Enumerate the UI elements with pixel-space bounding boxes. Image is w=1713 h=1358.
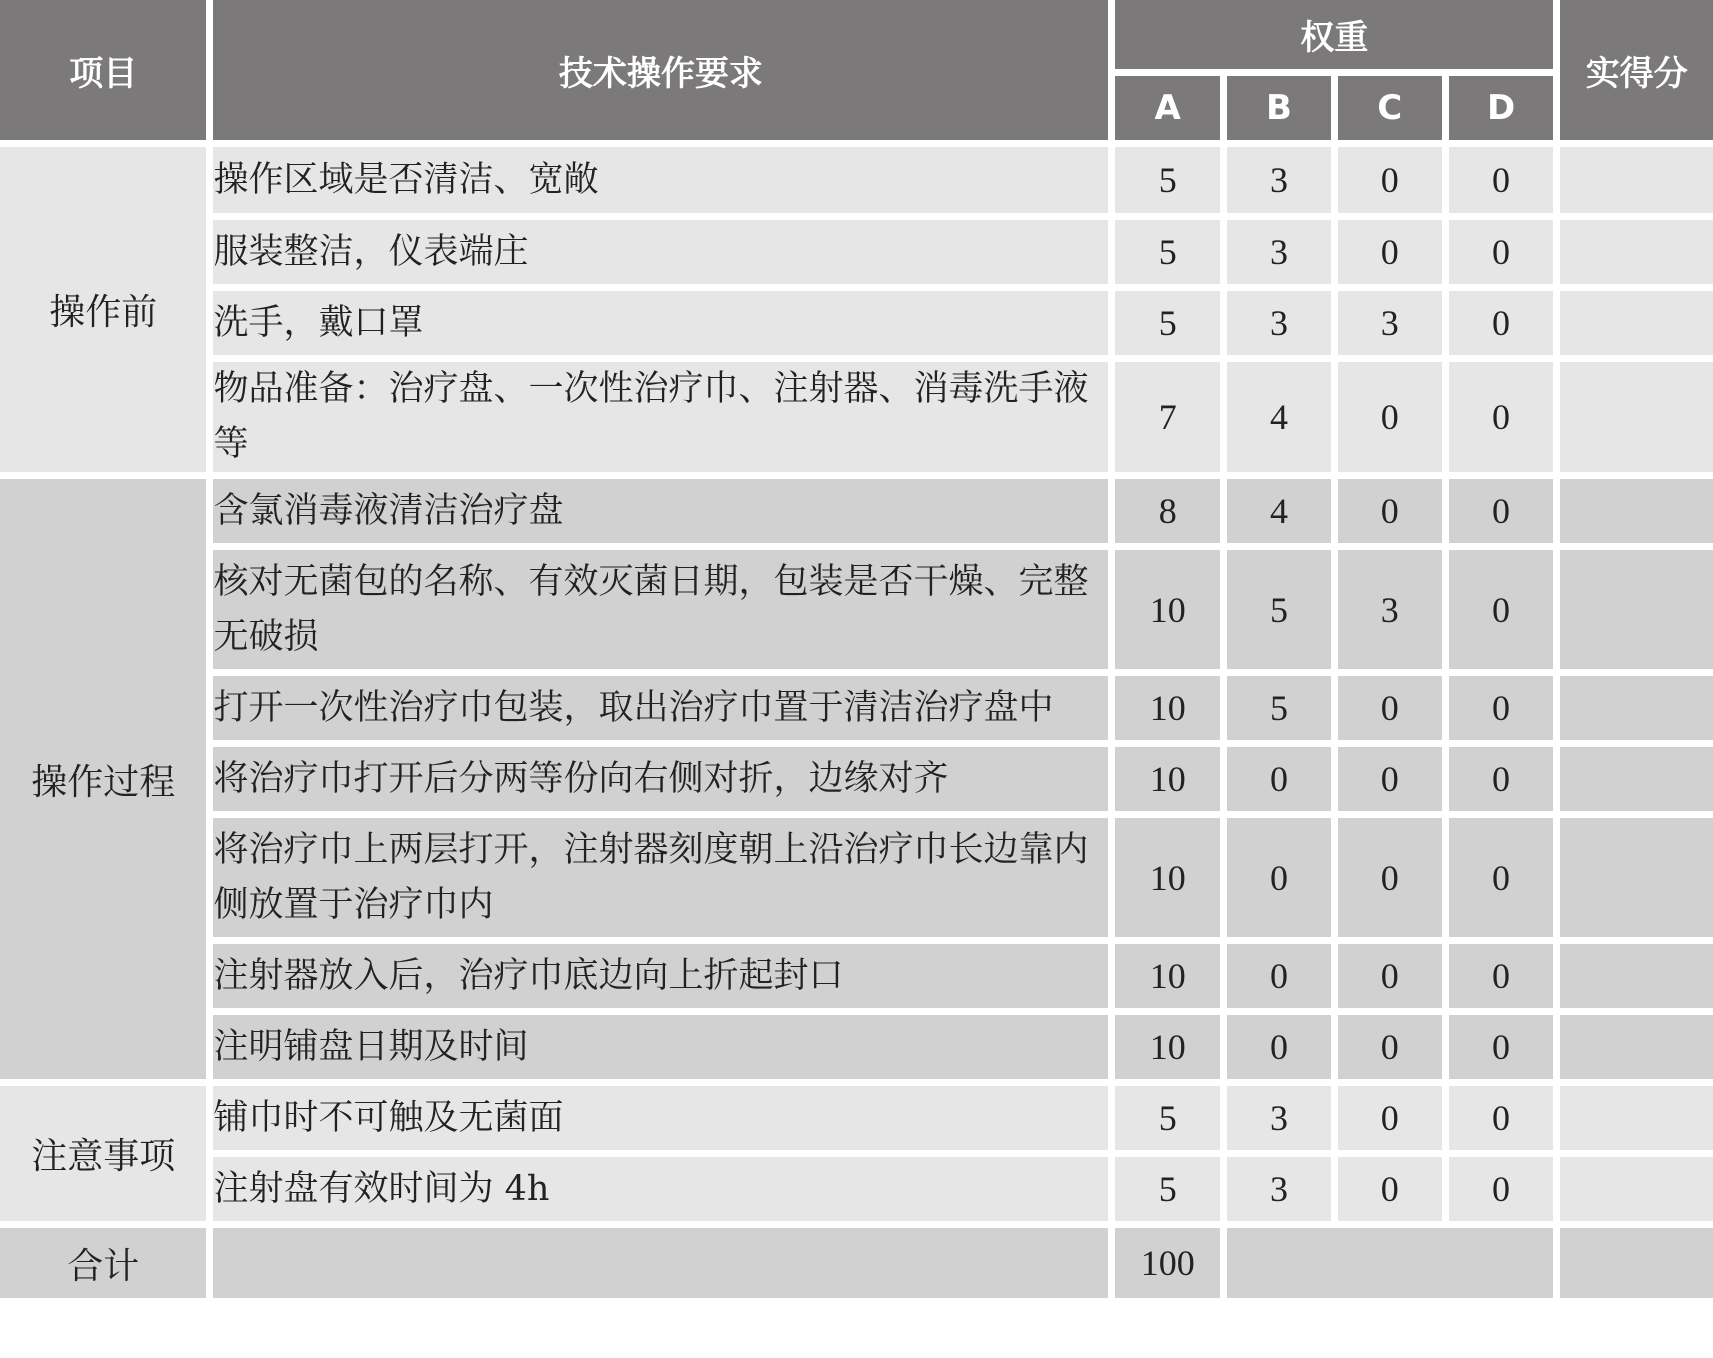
section-label: 操作过程 (0, 479, 206, 1079)
total-weight-a: 100 (1115, 1228, 1220, 1298)
weight-a: 10 (1115, 944, 1220, 1008)
header-item: 项目 (0, 0, 206, 140)
weight-b: 3 (1227, 291, 1331, 355)
table-row (0, 1015, 1713, 1079)
requirement-text: 物品准备：治疗盘、一次性治疗巾、注射器、消毒洗手液等 (213, 362, 1108, 472)
requirement-text: 洗手，戴口罩 (213, 291, 1108, 355)
weight-c: 0 (1338, 1086, 1442, 1150)
actual-score-cell (1560, 1015, 1713, 1079)
header-grade-b: B (1227, 76, 1331, 140)
weight-b: 0 (1227, 1015, 1331, 1079)
actual-score-cell (1560, 676, 1713, 740)
requirement-text: 将治疗巾上两层打开，注射器刻度朝上沿治疗巾长边靠内侧放置于治疗巾内 (213, 818, 1108, 937)
weight-c: 0 (1338, 1157, 1442, 1221)
weight-b: 4 (1227, 479, 1331, 543)
header-actual-score: 实得分 (1560, 0, 1713, 140)
weight-c: 0 (1338, 362, 1442, 472)
table-row (0, 1157, 1713, 1221)
actual-score-cell (1560, 818, 1713, 937)
weight-d: 0 (1449, 291, 1554, 355)
weight-c: 0 (1338, 479, 1442, 543)
requirement-text: 将治疗巾打开后分两等份向右侧对折，边缘对齐 (213, 747, 1108, 811)
weight-b: 0 (1227, 747, 1331, 811)
actual-score-cell (1560, 220, 1713, 284)
table-row (0, 479, 1713, 543)
weight-a: 5 (1115, 220, 1220, 284)
requirement-text: 操作区域是否清洁、宽敞 (213, 147, 1108, 213)
weight-a: 5 (1115, 1157, 1220, 1221)
table-row (0, 147, 1713, 213)
weight-a: 5 (1115, 291, 1220, 355)
requirement-text: 打开一次性治疗巾包装，取出治疗巾置于清洁治疗盘中 (213, 676, 1108, 740)
weight-c: 0 (1338, 747, 1442, 811)
total-requirement-cell (213, 1228, 1108, 1298)
weight-c: 0 (1338, 220, 1442, 284)
weight-a: 10 (1115, 747, 1220, 811)
header-grade-c: C (1338, 76, 1442, 140)
weight-d: 0 (1449, 220, 1554, 284)
header-requirement: 技术操作要求 (213, 0, 1108, 140)
weight-a: 5 (1115, 147, 1220, 213)
weight-d: 0 (1449, 1015, 1554, 1079)
weight-d: 0 (1449, 1086, 1554, 1150)
section-label: 注意事项 (0, 1086, 206, 1221)
weight-b: 3 (1227, 220, 1331, 284)
section-label: 操作前 (0, 147, 206, 472)
weight-d: 0 (1449, 818, 1554, 937)
weight-b: 3 (1227, 1157, 1331, 1221)
requirement-text: 核对无菌包的名称、有效灭菌日期，包装是否干燥、完整无破损 (213, 550, 1108, 669)
header-grade-a: A (1115, 76, 1220, 140)
requirement-text: 服装整洁，仪表端庄 (213, 220, 1108, 284)
requirement-text: 注明铺盘日期及时间 (213, 1015, 1108, 1079)
weight-c: 3 (1338, 550, 1442, 669)
header-row-top (0, 0, 1713, 69)
weight-a: 5 (1115, 1086, 1220, 1150)
weight-b: 5 (1227, 676, 1331, 740)
weight-c: 0 (1338, 944, 1442, 1008)
weight-c: 0 (1338, 676, 1442, 740)
header-weight: 权重 (1115, 0, 1553, 69)
actual-score-cell (1560, 479, 1713, 543)
weight-b: 3 (1227, 1086, 1331, 1150)
weight-b: 4 (1227, 362, 1331, 472)
table-row (0, 1086, 1713, 1150)
weight-b: 0 (1227, 944, 1331, 1008)
weight-d: 0 (1449, 747, 1554, 811)
header-grade-d: D (1449, 76, 1554, 140)
weight-a: 10 (1115, 676, 1220, 740)
actual-score-cell (1560, 291, 1713, 355)
weight-d: 0 (1449, 676, 1554, 740)
actual-score-cell (1560, 944, 1713, 1008)
table-row (0, 676, 1713, 740)
weight-d: 0 (1449, 1157, 1554, 1221)
table-row (0, 550, 1713, 669)
weight-b: 0 (1227, 818, 1331, 937)
requirement-text: 铺巾时不可触及无菌面 (213, 1086, 1108, 1150)
weight-d: 0 (1449, 550, 1554, 669)
requirement-text: 注射盘有效时间为 4h (213, 1157, 1108, 1221)
table-row (0, 944, 1713, 1008)
table-row (0, 747, 1713, 811)
weight-c: 0 (1338, 1015, 1442, 1079)
weight-a: 10 (1115, 1015, 1220, 1079)
actual-score-cell (1560, 1086, 1713, 1150)
weight-d: 0 (1449, 362, 1554, 472)
actual-score-cell (1560, 747, 1713, 811)
weight-d: 0 (1449, 944, 1554, 1008)
weight-a: 8 (1115, 479, 1220, 543)
weight-a: 10 (1115, 818, 1220, 937)
requirement-text: 含氯消毒液清洁治疗盘 (213, 479, 1108, 543)
weight-d: 0 (1449, 479, 1554, 543)
total-actual-score (1560, 1228, 1713, 1298)
actual-score-cell (1560, 550, 1713, 669)
weight-a: 7 (1115, 362, 1220, 472)
total-label: 合计 (0, 1228, 206, 1298)
weight-a: 10 (1115, 550, 1220, 669)
table-row (0, 818, 1713, 937)
total-weight-rest (1227, 1228, 1553, 1298)
total-row (0, 1228, 1713, 1298)
weight-c: 0 (1338, 818, 1442, 937)
weight-c: 3 (1338, 291, 1442, 355)
actual-score-cell (1560, 1157, 1713, 1221)
actual-score-cell (1560, 147, 1713, 213)
weight-d: 0 (1449, 147, 1554, 213)
table-row (0, 220, 1713, 284)
table-row (0, 291, 1713, 355)
actual-score-cell (1560, 362, 1713, 472)
weight-b: 3 (1227, 147, 1331, 213)
requirement-text: 注射器放入后，治疗巾底边向上折起封口 (213, 944, 1108, 1008)
weight-c: 0 (1338, 147, 1442, 213)
weight-b: 5 (1227, 550, 1331, 669)
table-row (0, 362, 1713, 472)
